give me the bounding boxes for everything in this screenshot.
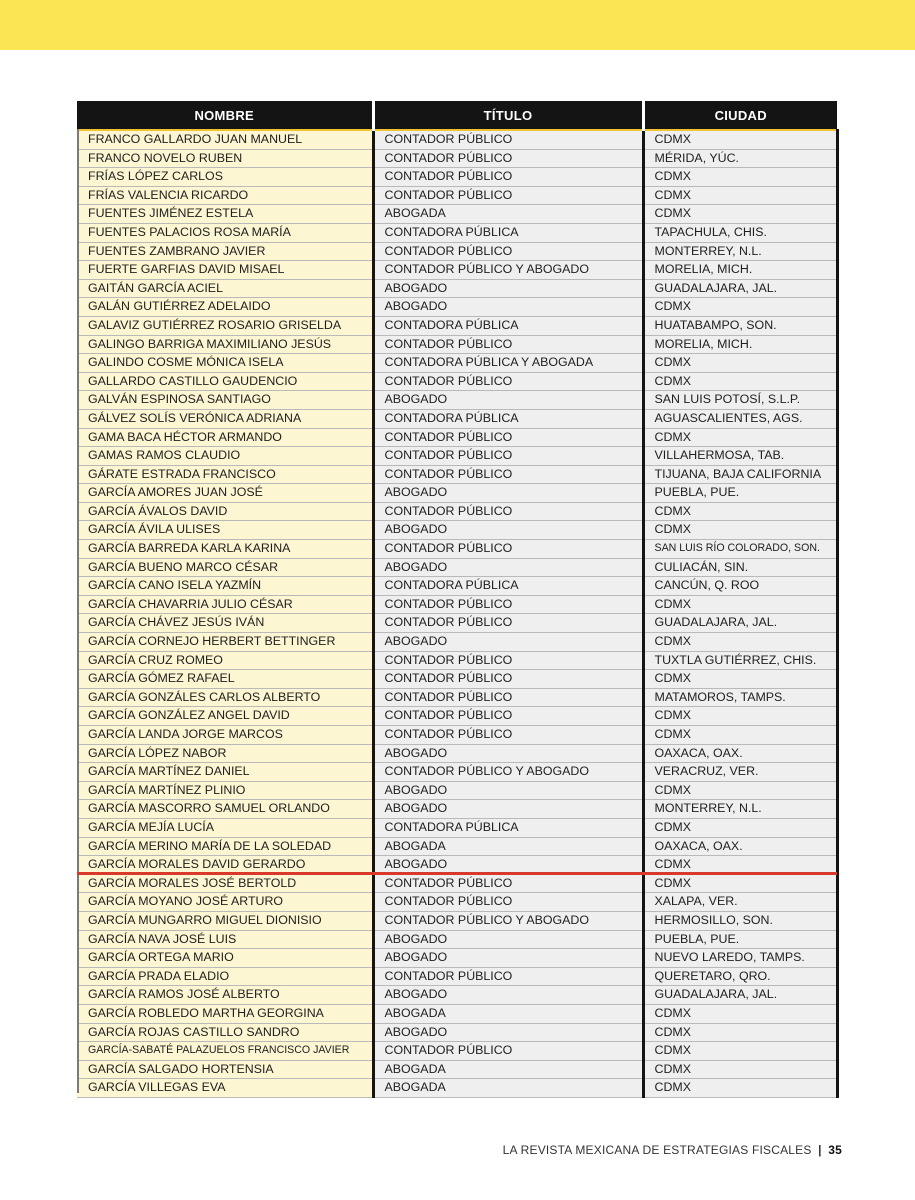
table-row xyxy=(77,502,837,521)
cell-titulo: ABOGADO xyxy=(373,279,643,298)
cell-nombre: GARCÍA-SABATÉ PALAZUELOS FRANCISCO JAVIER xyxy=(77,1042,373,1061)
cell-nombre: GARCÍA MORALES JOSÉ BERTOLD xyxy=(77,874,373,893)
cell-ciudad: VILLAHERMOSA, TAB. xyxy=(643,447,837,466)
cell-ciudad: CDMX xyxy=(643,428,837,447)
cell-nombre: FUERTE GARFIAS DAVID MISAEL xyxy=(77,261,373,280)
table-row xyxy=(77,335,837,354)
table-row xyxy=(77,130,837,149)
cell-ciudad: OAXACA, OAX. xyxy=(643,837,837,856)
cell-nombre: GARCÍA CANO ISELA YAZMÍN xyxy=(77,577,373,596)
cell-titulo: ABOGADA xyxy=(373,1004,643,1023)
cell-nombre: GARCÍA SALGADO HORTENSIA xyxy=(77,1060,373,1079)
cell-ciudad: PUEBLA, PUE. xyxy=(643,930,837,949)
page-number: 35 xyxy=(828,1143,842,1157)
cell-titulo: CONTADOR PÚBLICO xyxy=(373,670,643,689)
cell-ciudad: MORELIA, MICH. xyxy=(643,261,837,280)
table-row xyxy=(77,781,837,800)
header-titulo: TÍTULO xyxy=(373,101,643,130)
cell-nombre: GARCÍA MARTÍNEZ DANIEL xyxy=(77,763,373,782)
cell-nombre: GÁLVEZ SOLÍS VERÓNICA ADRIANA xyxy=(77,409,373,428)
table-row xyxy=(77,874,837,893)
cell-ciudad: CDMX xyxy=(643,186,837,205)
table-row xyxy=(77,168,837,187)
cell-titulo: ABOGADO xyxy=(373,781,643,800)
table-row xyxy=(77,688,837,707)
cell-nombre: GARCÍA LANDA JORGE MARCOS xyxy=(77,726,373,745)
table-row xyxy=(77,800,837,819)
cell-ciudad: CDMX xyxy=(643,670,837,689)
cell-titulo: CONTADOR PÚBLICO xyxy=(373,540,643,559)
cell-nombre: GARCÍA VILLEGAS EVA xyxy=(77,1079,373,1098)
table-row xyxy=(77,893,837,912)
table-row xyxy=(77,558,837,577)
cell-nombre: GARCÍA ÁVILA ULISES xyxy=(77,521,373,540)
footer-separator: | xyxy=(818,1143,822,1157)
cell-titulo: CONTADOR PÚBLICO xyxy=(373,595,643,614)
table-row xyxy=(77,930,837,949)
cell-ciudad: MONTERREY, N.L. xyxy=(643,242,837,261)
cell-nombre: GAITÁN GARCÍA ACIEL xyxy=(77,279,373,298)
cell-ciudad: MORELIA, MICH. xyxy=(643,335,837,354)
cell-titulo: ABOGADA xyxy=(373,205,643,224)
cell-nombre: GARCÍA ÁVALOS DAVID xyxy=(77,502,373,521)
directory-table-container xyxy=(77,101,837,1098)
cell-nombre: FUENTES JIMÉNEZ ESTELA xyxy=(77,205,373,224)
cell-titulo: CONTADORA PÚBLICA xyxy=(373,223,643,242)
cell-titulo: CONTADOR PÚBLICO xyxy=(373,168,643,187)
table-row xyxy=(77,707,837,726)
table-row xyxy=(77,837,837,856)
table-row xyxy=(77,1079,837,1098)
cell-nombre: GARCÍA CRUZ ROMEO xyxy=(77,651,373,670)
cell-titulo: ABOGADO xyxy=(373,744,643,763)
header-nombre: NOMBRE xyxy=(77,101,373,130)
cell-ciudad: CDMX xyxy=(643,707,837,726)
cell-nombre: GALINGO BARRIGA MAXIMILIANO JESÚS xyxy=(77,335,373,354)
cell-titulo: CONTADORA PÚBLICA xyxy=(373,577,643,596)
cell-ciudad: XALAPA, VER. xyxy=(643,893,837,912)
cell-titulo: CONTADOR PÚBLICO xyxy=(373,186,643,205)
cell-titulo: CONTADOR PÚBLICO xyxy=(373,502,643,521)
cell-nombre: GARCÍA CORNEJO HERBERT BETTINGER xyxy=(77,633,373,652)
cell-titulo: CONTADOR PÚBLICO xyxy=(373,707,643,726)
table-row xyxy=(77,670,837,689)
table-header-row xyxy=(77,101,837,130)
cell-titulo: CONTADOR PÚBLICO xyxy=(373,726,643,745)
cell-ciudad: CDMX xyxy=(643,874,837,893)
cell-titulo: CONTADOR PÚBLICO xyxy=(373,130,643,149)
cell-titulo: ABOGADO xyxy=(373,521,643,540)
cell-ciudad: GUADALAJARA, JAL. xyxy=(643,279,837,298)
cell-nombre: FRÍAS VALENCIA RICARDO xyxy=(77,186,373,205)
cell-ciudad: CDMX xyxy=(643,595,837,614)
table-row xyxy=(77,149,837,168)
table-row xyxy=(77,391,837,410)
cell-nombre: GALLARDO CASTILLO GAUDENCIO xyxy=(77,372,373,391)
cell-titulo: CONTADOR PÚBLICO xyxy=(373,1042,643,1061)
table-row xyxy=(77,465,837,484)
header-ciudad: CIUDAD xyxy=(643,101,837,130)
cell-nombre: GAMAS RAMOS CLAUDIO xyxy=(77,447,373,466)
cell-ciudad: CDMX xyxy=(643,205,837,224)
table-row xyxy=(77,186,837,205)
cell-nombre: GARCÍA NAVA JOSÉ LUIS xyxy=(77,930,373,949)
cell-titulo: CONTADOR PÚBLICO xyxy=(373,372,643,391)
table-row xyxy=(77,1004,837,1023)
cell-nombre: GARCÍA BARREDA KARLA KARINA xyxy=(77,540,373,559)
cell-titulo: CONTADOR PÚBLICO Y ABOGADO xyxy=(373,911,643,930)
cell-titulo: CONTADOR PÚBLICO xyxy=(373,651,643,670)
cell-titulo: CONTADOR PÚBLICO xyxy=(373,242,643,261)
table-left-border xyxy=(77,129,79,1093)
cell-titulo: ABOGADO xyxy=(373,558,643,577)
table-row xyxy=(77,354,837,373)
cell-nombre: GARCÍA LÓPEZ NABOR xyxy=(77,744,373,763)
cell-ciudad: GUADALAJARA, JAL. xyxy=(643,986,837,1005)
table-row xyxy=(77,633,837,652)
cell-ciudad: MATAMOROS, TAMPS. xyxy=(643,688,837,707)
cell-titulo: ABOGADO xyxy=(373,856,643,875)
cell-nombre: FRÍAS LÓPEZ CARLOS xyxy=(77,168,373,187)
table-row xyxy=(77,726,837,745)
cell-ciudad: CULIACÁN, SIN. xyxy=(643,558,837,577)
cell-ciudad: CANCÚN, Q. ROO xyxy=(643,577,837,596)
table-body xyxy=(77,130,837,1097)
cell-ciudad: OAXACA, OAX. xyxy=(643,744,837,763)
publication-name: LA REVISTA MEXICANA DE ESTRATEGIAS FISCALES xyxy=(502,1143,812,1157)
table-row xyxy=(77,242,837,261)
table-row xyxy=(77,1023,837,1042)
cell-nombre: GAMA BACA HÉCTOR ARMANDO xyxy=(77,428,373,447)
cell-nombre: GARCÍA PRADA ELADIO xyxy=(77,967,373,986)
cell-nombre: FUENTES PALACIOS ROSA MARÍA xyxy=(77,223,373,242)
cell-ciudad: TAPACHULA, CHIS. xyxy=(643,223,837,242)
cell-titulo: ABOGADO xyxy=(373,930,643,949)
cell-ciudad: CDMX xyxy=(643,781,837,800)
cell-titulo: CONTADOR PÚBLICO xyxy=(373,149,643,168)
table-row xyxy=(77,595,837,614)
table-row xyxy=(77,540,837,559)
table-row xyxy=(77,1060,837,1079)
cell-titulo: ABOGADO xyxy=(373,949,643,968)
cell-ciudad: CDMX xyxy=(643,1023,837,1042)
cell-ciudad: PUEBLA, PUE. xyxy=(643,484,837,503)
table-row xyxy=(77,744,837,763)
cell-titulo: ABOGADA xyxy=(373,1079,643,1098)
cell-ciudad: CDMX xyxy=(643,502,837,521)
table-row xyxy=(77,484,837,503)
cell-ciudad: CDMX xyxy=(643,1060,837,1079)
table-row xyxy=(77,949,837,968)
cell-nombre: GARCÍA RAMOS JOSÉ ALBERTO xyxy=(77,986,373,1005)
cell-titulo: CONTADOR PÚBLICO xyxy=(373,688,643,707)
cell-ciudad: HUATABAMPO, SON. xyxy=(643,316,837,335)
cell-nombre: GARCÍA CHAVARRIA JULIO CÉSAR xyxy=(77,595,373,614)
cell-nombre: GARCÍA ROBLEDO MARTHA GEORGINA xyxy=(77,1004,373,1023)
cell-nombre: GARCÍA MORALES DAVID GERARDO xyxy=(77,856,373,875)
cell-nombre: FRANCO GALLARDO JUAN MANUEL xyxy=(77,130,373,149)
cell-ciudad: CDMX xyxy=(643,818,837,837)
table-row xyxy=(77,1042,837,1061)
cell-ciudad: NUEVO LAREDO, TAMPS. xyxy=(643,949,837,968)
table-row xyxy=(77,763,837,782)
cell-titulo: CONTADOR PÚBLICO xyxy=(373,465,643,484)
cell-ciudad: MÉRIDA, YÚC. xyxy=(643,149,837,168)
cell-titulo: CONTADOR PÚBLICO xyxy=(373,893,643,912)
cell-ciudad: CDMX xyxy=(643,1042,837,1061)
cell-titulo: CONTADORA PÚBLICA xyxy=(373,818,643,837)
table-row xyxy=(77,428,837,447)
cell-titulo: CONTADOR PÚBLICO xyxy=(373,335,643,354)
cell-titulo: ABOGADO xyxy=(373,298,643,317)
cell-ciudad: CDMX xyxy=(643,856,837,875)
cell-ciudad: HERMOSILLO, SON. xyxy=(643,911,837,930)
table-row xyxy=(77,577,837,596)
table-row xyxy=(77,372,837,391)
cell-nombre: GARCÍA MASCORRO SAMUEL ORLANDO xyxy=(77,800,373,819)
cell-ciudad: CDMX xyxy=(643,726,837,745)
cell-titulo: CONTADOR PÚBLICO xyxy=(373,874,643,893)
table-row xyxy=(77,911,837,930)
cell-titulo: ABOGADO xyxy=(373,800,643,819)
cell-nombre: GARCÍA ROJAS CASTILLO SANDRO xyxy=(77,1023,373,1042)
cell-titulo: CONTADOR PÚBLICO xyxy=(373,428,643,447)
cell-titulo: CONTADOR PÚBLICO Y ABOGADO xyxy=(373,763,643,782)
table-row xyxy=(77,261,837,280)
cell-ciudad: CDMX xyxy=(643,168,837,187)
cell-ciudad: SAN LUIS RÍO COLORADO, SON. xyxy=(643,540,837,559)
table-row xyxy=(77,818,837,837)
cell-nombre: GARCÍA MOYANO JOSÉ ARTURO xyxy=(77,893,373,912)
cell-nombre: GALINDO COSME MÓNICA ISELA xyxy=(77,354,373,373)
cell-nombre: GÁRATE ESTRADA FRANCISCO xyxy=(77,465,373,484)
page-footer xyxy=(503,1143,842,1157)
cell-ciudad: CDMX xyxy=(643,354,837,373)
cell-nombre: GALAVIZ GUTIÉRREZ ROSARIO GRISELDA xyxy=(77,316,373,335)
cell-ciudad: TUXTLA GUTIÉRREZ, CHIS. xyxy=(643,651,837,670)
table-row xyxy=(77,967,837,986)
cell-nombre: GALVÁN ESPINOSA SANTIAGO xyxy=(77,391,373,410)
cell-titulo: ABOGADA xyxy=(373,837,643,856)
cell-ciudad: CDMX xyxy=(643,298,837,317)
directory-table xyxy=(77,101,839,1098)
cell-titulo: CONTADOR PÚBLICO xyxy=(373,447,643,466)
cell-ciudad: CDMX xyxy=(643,633,837,652)
cell-titulo: CONTADOR PÚBLICO xyxy=(373,967,643,986)
cell-titulo: ABOGADO xyxy=(373,633,643,652)
cell-nombre: FUENTES ZAMBRANO JAVIER xyxy=(77,242,373,261)
table-row xyxy=(77,316,837,335)
cell-ciudad: GUADALAJARA, JAL. xyxy=(643,614,837,633)
cell-nombre: GARCÍA ORTEGA MARIO xyxy=(77,949,373,968)
cell-nombre: GARCÍA CHÁVEZ JESÚS IVÁN xyxy=(77,614,373,633)
table-row xyxy=(77,521,837,540)
cell-ciudad: AGUASCALIENTES, AGS. xyxy=(643,409,837,428)
cell-titulo: CONTADORA PÚBLICA Y ABOGADA xyxy=(373,354,643,373)
cell-titulo: ABOGADO xyxy=(373,986,643,1005)
cell-nombre: GALÁN GUTIÉRREZ ADELAIDO xyxy=(77,298,373,317)
cell-titulo: ABOGADO xyxy=(373,1023,643,1042)
table-row xyxy=(77,205,837,224)
cell-nombre: GARCÍA GONZÁLEZ ANGEL DAVID xyxy=(77,707,373,726)
cell-ciudad: CDMX xyxy=(643,521,837,540)
cell-nombre: GARCÍA GONZÁLES CARLOS ALBERTO xyxy=(77,688,373,707)
table-row xyxy=(77,651,837,670)
table-row xyxy=(77,614,837,633)
cell-ciudad: CDMX xyxy=(643,1079,837,1098)
cell-titulo: ABOGADA xyxy=(373,1060,643,1079)
cell-titulo: CONTADOR PÚBLICO Y ABOGADO xyxy=(373,261,643,280)
cell-titulo: CONTADOR PÚBLICO xyxy=(373,614,643,633)
top-yellow-band xyxy=(0,0,915,50)
table-row xyxy=(77,298,837,317)
cell-nombre: GARCÍA MARTÍNEZ PLINIO xyxy=(77,781,373,800)
cell-ciudad: QUERETARO, QRO. xyxy=(643,967,837,986)
table-row xyxy=(77,279,837,298)
cell-titulo: CONTADORA PÚBLICA xyxy=(373,316,643,335)
table-row xyxy=(77,223,837,242)
cell-titulo: ABOGADO xyxy=(373,484,643,503)
cell-nombre: FRANCO NOVELO RUBEN xyxy=(77,149,373,168)
cell-ciudad: CDMX xyxy=(643,372,837,391)
cell-ciudad: SAN LUIS POTOSÍ, S.L.P. xyxy=(643,391,837,410)
table-row xyxy=(77,447,837,466)
cell-nombre: GARCÍA GÓMEZ RAFAEL xyxy=(77,670,373,689)
table-row xyxy=(77,409,837,428)
cell-titulo: CONTADORA PÚBLICA xyxy=(373,409,643,428)
cell-ciudad: VERACRUZ, VER. xyxy=(643,763,837,782)
cell-ciudad: TIJUANA, BAJA CALIFORNIA xyxy=(643,465,837,484)
cell-nombre: GARCÍA BUENO MARCO CÉSAR xyxy=(77,558,373,577)
table-row xyxy=(77,986,837,1005)
cell-nombre: GARCÍA MUNGARRO MIGUEL DIONISIO xyxy=(77,911,373,930)
cell-ciudad: CDMX xyxy=(643,130,837,149)
cell-ciudad: MONTERREY, N.L. xyxy=(643,800,837,819)
cell-ciudad: CDMX xyxy=(643,1004,837,1023)
cell-nombre: GARCÍA MERINO MARÍA DE LA SOLEDAD xyxy=(77,837,373,856)
cell-titulo: ABOGADO xyxy=(373,391,643,410)
red-divider-line xyxy=(77,872,837,875)
cell-nombre: GARCÍA AMORES JUAN JOSÉ xyxy=(77,484,373,503)
cell-nombre: GARCÍA MEJÍA LUCÍA xyxy=(77,818,373,837)
